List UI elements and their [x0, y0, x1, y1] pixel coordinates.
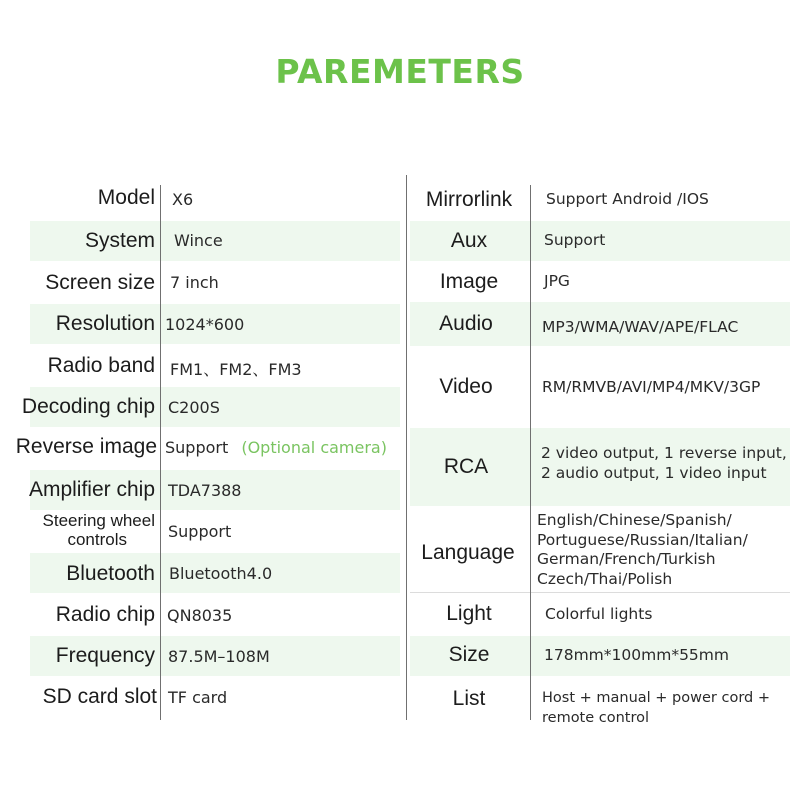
spec-label: Decoding chip — [21, 395, 155, 418]
spec-label: SD card slot — [42, 685, 157, 708]
spec-value-line: 2 video output, 1 reverse input, — [541, 444, 787, 462]
optional-note: (Optional camera) — [241, 438, 387, 457]
spec-label: Bluetooth — [66, 562, 155, 585]
spec-value: 87.5M–108M — [168, 647, 270, 666]
spec-value: C200S — [168, 398, 220, 417]
spec-value: 7 inch — [170, 273, 219, 292]
spec-value: Wince — [174, 231, 223, 250]
spec-value: FM1、FM2、FM3 — [170, 360, 302, 379]
spec-label: Model — [97, 186, 155, 209]
spec-value-line: Host + manual + power cord + — [542, 690, 770, 706]
spec-value: Colorful lights — [545, 605, 653, 623]
spec-value: RM/RMVB/AVI/MP4/MKV/3GP — [542, 378, 761, 396]
spec-value-line: German/French/Turkish — [537, 550, 716, 568]
spec-label: System — [84, 229, 155, 252]
spec-label — [0, 511, 155, 549]
spec-label: Screen size — [45, 271, 155, 294]
page-title: PAREMETERS — [275, 52, 525, 91]
column-separator — [530, 185, 531, 720]
spec-label: Light — [446, 602, 492, 625]
spec-label: Radio band — [47, 354, 155, 377]
spec-value — [542, 689, 770, 728]
spec-value-line: English/Chinese/Spanish/ — [537, 511, 732, 529]
spec-label: Video — [439, 375, 493, 398]
row-divider — [410, 592, 790, 593]
spec-value: JPG — [544, 272, 570, 290]
spec-label: Aux — [450, 229, 488, 252]
spec-label: Reverse image — [15, 435, 157, 458]
spec-label: List — [452, 687, 486, 710]
spec-value — [541, 444, 787, 483]
spec-label-line: Steering wheel — [42, 511, 155, 530]
spec-label: Language — [421, 541, 515, 564]
spec-label: Radio chip — [55, 603, 155, 626]
spec-value-text: Support — [165, 438, 229, 457]
spec-value: Support Android /IOS — [546, 190, 709, 208]
column-separator — [406, 175, 407, 720]
spec-value-line: Czech/Thai/Polish — [537, 569, 673, 588]
spec-label: Mirrorlink — [425, 188, 513, 211]
spec-value — [165, 438, 387, 457]
spec-value-line: Portuguese/Russian/Italian/ — [537, 530, 748, 549]
spec-label-line: controls — [67, 530, 127, 549]
spec-value: TDA7388 — [168, 481, 242, 500]
spec-label: Size — [448, 643, 490, 666]
spec-label: Audio — [439, 312, 493, 335]
spec-value: Support — [544, 231, 606, 249]
spec-label: RCA — [443, 455, 489, 478]
spec-value — [537, 511, 748, 589]
spec-value-line: 2 audio output, 1 video input — [541, 463, 767, 482]
spec-value: 178mm*100mm*55mm — [544, 646, 729, 664]
spec-label: Resolution — [55, 312, 155, 335]
spec-label: Amplifier chip — [28, 478, 155, 501]
spec-value: QN8035 — [167, 606, 233, 625]
spec-value: TF card — [168, 688, 228, 707]
spec-label: Image — [439, 270, 499, 293]
spec-value: Bluetooth4.0 — [169, 564, 273, 583]
spec-value: Support — [168, 522, 232, 541]
column-separator — [160, 185, 161, 720]
spec-label: Frequency — [55, 644, 155, 667]
spec-value-line: remote control — [542, 709, 650, 726]
spec-value: 1024*600 — [165, 315, 245, 334]
spec-value: MP3/WMA/WAV/APE/FLAC — [542, 318, 739, 336]
spec-value: X6 — [172, 190, 194, 209]
